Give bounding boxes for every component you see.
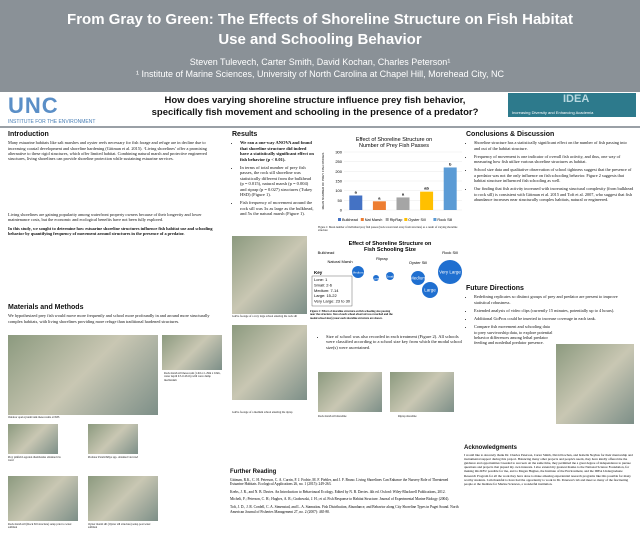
result-bullet-2: • In terms of total number of prey fish passes, the rock sill shoreline was statistically different from the bulkhead (p = 0.015), natural marsh (p = 0.004) and riprap (p = 0.027) structures (Tukey HSD) (Figure 1). [240,165,314,197]
chart2-body [312,250,462,306]
ref-4: Toft, J. D., J. R. Cordell, C. A. Simenstad, and L. A. Stamatiou. Fish Distribution, Abundance, and Behavior along City Shoreline Types in Puget Sound. North American Journal of Fisheries Management 27, no. 2 (2007): 465-80. [230,504,459,514]
acknowledgments-section [464,446,634,546]
chart1-legend-swatch [361,218,364,221]
prey-fish-passes-chart [318,134,466,226]
predator-photo [88,424,138,454]
oyster-sill-setup-photo [88,476,158,521]
fish-trays-photo [556,344,634,424]
intro-p3: In this study, we sought to determine how estuarine shoreline structures influence fish habitat use and schooling behavior by quantifying frequency of movement around structures in the presence of a predator. [8,225,213,236]
rock-sill-mesocosm-caption: Rock marsh sill mesocosm (1.6m x 1.29m x 0.6m, water depth 0.3-0.45cm) with wave dump mechanism [164,372,221,382]
poster-header [0,0,640,92]
gopro-large-caption: GoPro footage of a very large school entering the rock sill [232,315,298,318]
future-bullet-2: • Extended analysis of video clips (currently 15 minutes, potentially up to 4 hours). [474,308,634,313]
chart2-bubble-label: Medium [352,270,364,275]
chart1-legend-label: Rock Sill [437,218,453,222]
chart2-bubble-label: Large [424,287,436,293]
chart1-legend-swatch [386,218,389,221]
chart1-axes [321,150,462,213]
chart1-ytick: 0 [339,207,342,213]
chart2-title-line2: Fish Schooling Size [364,247,416,253]
conclusion-bullet-2: • Frequency of movement is one indicator of overall fish activity, and thus, one way of measuring how fish utilize various shoreline structures as habitat. [474,154,634,165]
methods-heading: Materials and Methods [8,304,84,311]
oyster-caption: Oyster marsh sill (Oyster sill structure) setup post water addition [88,523,151,530]
future-bullet-3: • Additional GoPros could be inserted to increase coverage in each tank. [474,316,634,321]
chart2-bubble-label: Small [386,274,394,279]
future-bullet-1: • Redefining replicates so distinct groups of prey and predator are present to improve statistical robustness. [474,294,634,305]
results-heading: Results [232,131,258,138]
riprap-shoreline-photo [390,372,454,412]
chart1-ytick: 300 [335,149,342,155]
rock-marsh-caption: Rock marsh sill (Rock Sill structure) setup prior to water addition [8,523,72,530]
rock-sill-shoreline-caption: Rock marsh sill shoreline [318,415,347,418]
chart1-title-line1: Effect of Shoreline Structure on [355,137,433,143]
intro-p2: Living shorelines are gaining popularity among waterfront property owners because of their longevity and lower maintenance costs, but the economic and ecological benefits have not been fully explored. [8,212,202,223]
chart2-site-label: Rock Sill [442,250,458,255]
chart1-bar [420,192,433,210]
future-directions-section [466,286,634,349]
chart2-key-title: Key [314,270,323,275]
results-section [232,132,314,220]
chart1-sig-letter: ab [424,185,429,191]
riprap-shoreline-caption: Riprap shoreline [398,415,417,418]
chart1-sig-letter: a [354,189,357,195]
chart1-sig-letter: a [401,191,405,197]
chart2-key-item: Large: 15-22 [314,293,337,299]
chart2-site-label: Oyster Sill [408,260,428,265]
chart1-ytick: 50 [337,197,342,203]
chart1-ylabel: MEAN NUMBER OF PREY FISH PASSES [321,152,325,210]
chart2-key-item: Small: 2-6 [314,282,333,288]
predator-caption: Predator Paralichthys spp. obtained via trawl [88,456,139,459]
chart2-bubble-label: Very Large [439,269,461,275]
idea-logo: IDEA Increasing Diversity and Enhancing Academia [508,93,636,117]
future-heading: Future Directions [466,285,524,292]
rock-sill-photo [162,335,222,370]
figure1-caption: Figure 1: Mean number of individual prey fish passes (back toward and away from structure) as a result of varying shoreline structure [318,226,458,233]
chart1-legend [338,218,452,222]
chart2-site-label: Bulkhead [317,250,335,255]
chart1-ytick: 100 [335,188,342,194]
ack-text: I would like to sincerely thank Dr. Charles Peterson, Carter Smith, David Kochan, and Isabella Neyhus for their mentorship and instrumental support during this project. Balancing many other projects and people's needs, they have kindly offered me the guidance and opportunities I needed to succeed. At the same time, they permitted me a great degree of independence to pursue questions and projects that piqued my own interests. I also extend my greatest thanks to the National Science Foundation, for making this REU possible for me, and to Megan Hughes, the Institute of the Environment, and the IDEA Undergraduate Research Program for all the work they have done to make amazing experiential research programs like this possible for many worthy students. I am thankful to have had the opportunity to work in Dr. Peterson's lab and meet so many of the fascinating people at the Institute for Marine Sciences, a wonderful institution. [464,453,633,486]
ref-3: Micheli, F.; Peterson, C. H.; Hughes, A. R.; Grabowski, J. H.; et al. Fish Response to Habitat Structure. Journal of Experimental Marine Biology (2004). [230,497,450,502]
chart1-sig-letter: a [378,195,381,201]
chart2-site-label: Riprap [376,256,388,261]
gopro-large-school-photo [232,236,307,314]
chart2-bubble-label: Medium [409,275,427,281]
gopro-medium-school-photo [232,325,307,400]
chart2-key-item: Very Large: 23 to 30 [314,298,351,304]
chart2-bubble-label: Lone [372,276,380,281]
chart1-bars [349,161,456,210]
authors: Steven Tulevech, Carter Smith, David Kochan, Charles Peterson¹ [189,57,451,67]
rock-marsh-setup-photo [8,476,78,521]
chart1-legend-label: Nat Marsh [364,218,383,222]
ack-heading: Acknowledgments [464,445,518,451]
chart1-ytick: 200 [335,168,342,174]
ref-2: Krebs, J. R., and N. B. Davies. An Introduction to Behavioural Ecology. Edited by N. B. Davies. 4th ed. Oxford: Wiley-Blackwell Publications, 2012. [230,489,446,494]
chart1-legend-swatch [433,218,436,221]
outdoor-caption: Outdoor open system tank mesocosms at IMS [8,416,60,419]
further-reading-section [230,470,462,549]
chart1-title-line2: Number of Prey Fish Passes [359,143,429,149]
research-question: How does varying shoreline structure influence prey fish behavior, specifically fish movement and schooling in the presence of a predator? [151,95,479,118]
conclusion-bullet-4: • Our finding that fish activity increased with increasing structural complexity (from bulkhead to rock sill) is consistent with Gittman et al. 2015 and Toft et al. 2007, who suggest that fish abundance increases near structurally complex habitats, natural or engineered. [474,186,634,202]
refs-heading: Further Reading [230,469,277,475]
schooling-size-diagram [310,238,466,308]
future-bullet-4: • Compare fish movement and schooling data to prey survivorship data, to explore potential behavior differences among lethal predator feeding and nonlethal predator presence. [474,324,554,345]
result-bullet-3: • Fish frequency of movement around the rock sill was 3x as large as the bulkhead, and 5x the natural marsh (Figure 1). [240,200,314,216]
mesocosm-photo [8,335,158,415]
poster-title: From Gray to Green: The Effects of Shoreline Structure on Fish Habitat Use and Schooling Behavior [67,11,573,48]
introduction-section [8,132,218,164]
methods-p1: We hypothesized prey fish would move more frequently and school more profoundly in and around more structurally complex habitats, with living shorelines providing more refuge than traditional hardened structures. [8,313,210,324]
chart2-site-label: Natural Marsh [327,259,353,264]
unc-logo: UNC INSTITUTE FOR THE ENVIRONMENT [8,93,96,125]
intro-p1: Many estuarine habitats like salt marshes and oyster reefs necessary for fish forage and refuge are in decline due to increasing coastal development and shoreline hardening (Gittman et al. 2015). ‘Living shorelines’ offer a promising alternative to these rigid structures, which offer limited habitat. Combining natural marsh and protective engineered structures, living shorelines can provide shoreline protection while sustaining estuarine services. [8,140,207,162]
chart1-legend-label: RipRap [389,218,403,222]
chart2-title-line1: Effect of Shoreline Structure on [348,241,432,247]
conclusions-section [466,132,634,205]
chart1-legend-label: Bulkhead [342,218,358,222]
introduction-continued [8,212,218,239]
chart1-bar [444,167,457,210]
chart1-legend-swatch [404,218,407,221]
chart2-key-item: Lone: 1 [314,277,328,282]
chart1-ytick: 250 [335,159,342,165]
pinfish-photo [8,424,58,454]
rock-sill-shoreline-photo [318,372,382,412]
result-bullet-4: • Size of school was also recorded in each treatment (Figure 2). All schools were classified according to a school size key from which the modal school size(s) were ascertained. [326,334,464,350]
figure2-caption: Figure 2: Effect of shoreline structure on fish schooling size passing near the structure. Size of each school observed was recorded and the modal school size(s) near each shoreline structure are shown. [310,310,393,320]
chart1-bar [397,197,410,210]
chart1-bar [349,196,362,211]
conclusion-bullet-3: • School size data and qualitative observation of school tightness suggest that the presence of a predator was not the only influence on fish schooling behavior. Figure 2 suggests that habitat structure influenced fish schooling as well. [474,167,634,183]
chart1-legend-label: Oyster Sill [408,218,426,222]
conclusions-heading: Conclusions & Discussion [466,131,555,138]
divider [0,126,640,128]
chart1-sig-letter: b [448,161,452,167]
methods-section [8,305,218,327]
chart2-key-item: Medium: 7-14 [314,287,339,293]
pinfish-caption: Prey pinfish Lagodon rhomboides obtained via trawl [8,456,61,463]
conclusion-bullet-1: • Shoreline structure has a statistically significant effect on the number of fish passing into and out of the habitat structure. [474,140,634,151]
result-bullet-1: • We ran a one-way ANOVA and found that shoreline structure did indeed have a statistically significant effect on fish behavior (p < 0.01). [240,140,314,162]
chart1-bar [373,201,386,210]
results-bullet-4-block [318,334,464,353]
chart1-legend-swatch [338,218,341,221]
intro-heading: Introduction [8,131,49,138]
affiliation: ¹ Institute of Marine Sciences, University of North Carolina at Chapel Hill, Morehead City, NC [136,69,504,79]
gopro-medium-caption: GoPro footage of a medium school entering the riprap [232,411,293,414]
chart1-ytick: 150 [335,178,342,184]
ref-1: Gittman, R.K., C. H. Peterson, C. A. Currin, F. J. Fodrie, M. F. Piehler, and J. F. Bruno. Living Shorelines Can Enhance the Nursery Role of Threatened Estuarine Habitats. Ecological Applications 26, no. 1 (2015): 249-263. [230,477,449,487]
